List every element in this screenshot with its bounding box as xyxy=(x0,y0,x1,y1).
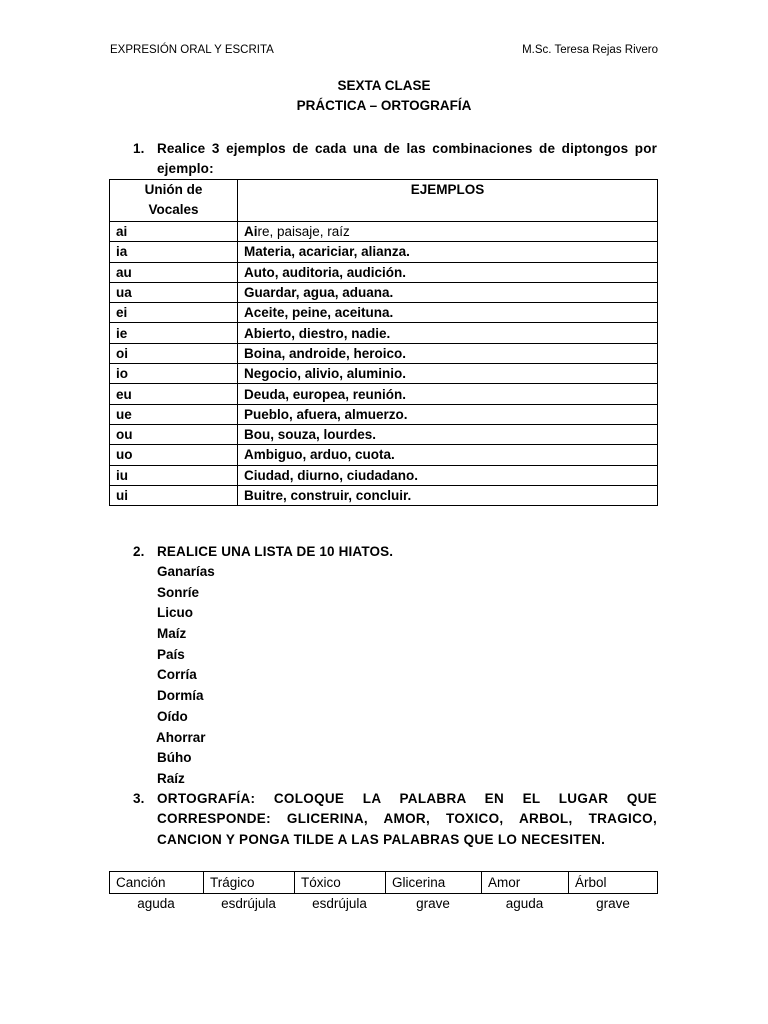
question-1-text: Realice 3 ejemplos de cada una de las combinaciones de diptongos por ejemplo: xyxy=(157,141,657,177)
question-3-number: 3. xyxy=(133,791,145,806)
vocales-cell: au xyxy=(110,262,238,282)
table-row xyxy=(110,424,658,444)
word-type-label: grave xyxy=(416,896,450,911)
ejemplos-cell: Ciudad, diurno, ciudadano. xyxy=(238,465,658,485)
word-type-label: esdrújula xyxy=(221,896,276,911)
word-types-row xyxy=(109,894,658,914)
ejemplos-cell: Ambiguo, arduo, cuota. xyxy=(238,445,658,465)
table-row xyxy=(110,404,658,424)
words-row xyxy=(110,872,658,894)
diptongos-table xyxy=(109,179,658,506)
ejemplos-cell: Auto, auditoria, audición. xyxy=(238,262,658,282)
ejemplos-cell: Pueblo, afuera, almuerzo. xyxy=(238,404,658,424)
header-course-title: EXPRESIÓN ORAL Y ESCRITA xyxy=(110,44,274,56)
question-2 xyxy=(133,542,657,562)
words-table xyxy=(109,871,658,894)
word-cell: Árbol xyxy=(569,872,658,894)
table-row xyxy=(110,445,658,465)
hiato-item: País xyxy=(157,646,185,662)
table-header-row xyxy=(110,180,658,222)
hiato-item: Ahorrar xyxy=(156,729,206,745)
word-type-label: aguda xyxy=(137,896,175,911)
class-title: SEXTA CLASE xyxy=(337,78,431,93)
hiato-item: Dormía xyxy=(157,688,204,704)
vocales-cell: uo xyxy=(110,445,238,465)
table-row xyxy=(110,282,658,302)
table-row xyxy=(110,364,658,384)
ejemplos-cell: Negocio, alivio, aluminio. xyxy=(238,364,658,384)
question-3-text: ORTOGRAFÍA: COLOQUE LA PALABRA EN EL LUGAR QUE CORRESPONDE: GLICERINA, AMOR, TOXICO, ARBOL, TRAGICO, CANCION Y PONGA TILDE A LAS PALABRAS QUE LO NECESITEN. xyxy=(157,791,657,847)
table-row xyxy=(110,384,658,404)
word-type-label: esdrújula xyxy=(312,896,367,911)
header-instructor: M.Sc. Teresa Rejas Rivero xyxy=(522,44,658,56)
hiato-item: Raíz xyxy=(157,770,185,786)
vocales-cell: ei xyxy=(110,303,238,323)
hiato-item: Oído xyxy=(157,708,188,724)
hiatos-list xyxy=(157,562,215,790)
question-3 xyxy=(133,789,657,850)
hiato-item: Corría xyxy=(157,667,197,683)
hiato-item: Maíz xyxy=(157,626,187,642)
practice-title: PRÁCTICA – ORTOGRAFÍA xyxy=(296,98,472,113)
word-cell: Canción xyxy=(110,872,204,894)
ejemplos-cell: Abierto, diestro, nadie. xyxy=(238,323,658,343)
ejemplos-cell: Boina, androide, heroico. xyxy=(238,343,658,363)
vocales-cell: ai xyxy=(110,222,238,242)
hiato-item: Ganarías xyxy=(157,564,215,579)
ejemplos-cell: Materia, acariciar, alianza. xyxy=(238,242,658,262)
word-cell: Trágico xyxy=(204,872,295,894)
word-type-label: grave xyxy=(596,896,630,911)
header-ejemplos: EJEMPLOS xyxy=(238,180,658,222)
vocales-cell: ie xyxy=(110,323,238,343)
vocales-cell: ia xyxy=(110,242,238,262)
ejemplos-cell: Aceite, peine, aceituna. xyxy=(238,303,658,323)
header-union-vocales: Unión de Vocales xyxy=(110,180,238,222)
table-row xyxy=(110,262,658,282)
table-row xyxy=(110,222,658,242)
table-row xyxy=(110,323,658,343)
table-row xyxy=(110,465,658,485)
ejemplos-cell: Aire, paisaje, raíz xyxy=(238,222,658,242)
table-row xyxy=(110,303,658,323)
vocales-cell: ue xyxy=(110,404,238,424)
ejemplos-cell: Guardar, agua, aduana. xyxy=(238,282,658,302)
ejemplos-cell: Bou, souza, lourdes. xyxy=(238,424,658,444)
question-2-number: 2. xyxy=(133,544,145,559)
ejemplos-cell: Deuda, europea, reunión. xyxy=(238,384,658,404)
question-1-number: 1. xyxy=(133,141,145,156)
vocales-cell: eu xyxy=(110,384,238,404)
question-2-text: REALICE UNA LISTA DE 10 HIATOS. xyxy=(157,544,394,559)
word-cell: Glicerina xyxy=(386,872,482,894)
ejemplos-cell: Buitre, construir, concluir. xyxy=(238,485,658,505)
table-row xyxy=(110,343,658,363)
question-1 xyxy=(133,139,657,180)
hiato-item: Licuo xyxy=(157,605,193,621)
hiato-item: Sonríe xyxy=(157,584,200,600)
vocales-cell: oi xyxy=(110,343,238,363)
table-row xyxy=(110,485,658,505)
word-type-label: aguda xyxy=(505,896,544,911)
vocales-cell: ua xyxy=(110,282,238,302)
word-cell: Amor xyxy=(482,872,569,894)
vocales-cell: io xyxy=(110,364,238,384)
vocales-cell: ui xyxy=(110,485,238,505)
vocales-cell: ou xyxy=(110,424,238,444)
vocales-cell: iu xyxy=(110,465,238,485)
table-row xyxy=(110,242,658,262)
hiato-item: Búho xyxy=(157,750,192,766)
word-cell: Tóxico xyxy=(295,872,386,894)
